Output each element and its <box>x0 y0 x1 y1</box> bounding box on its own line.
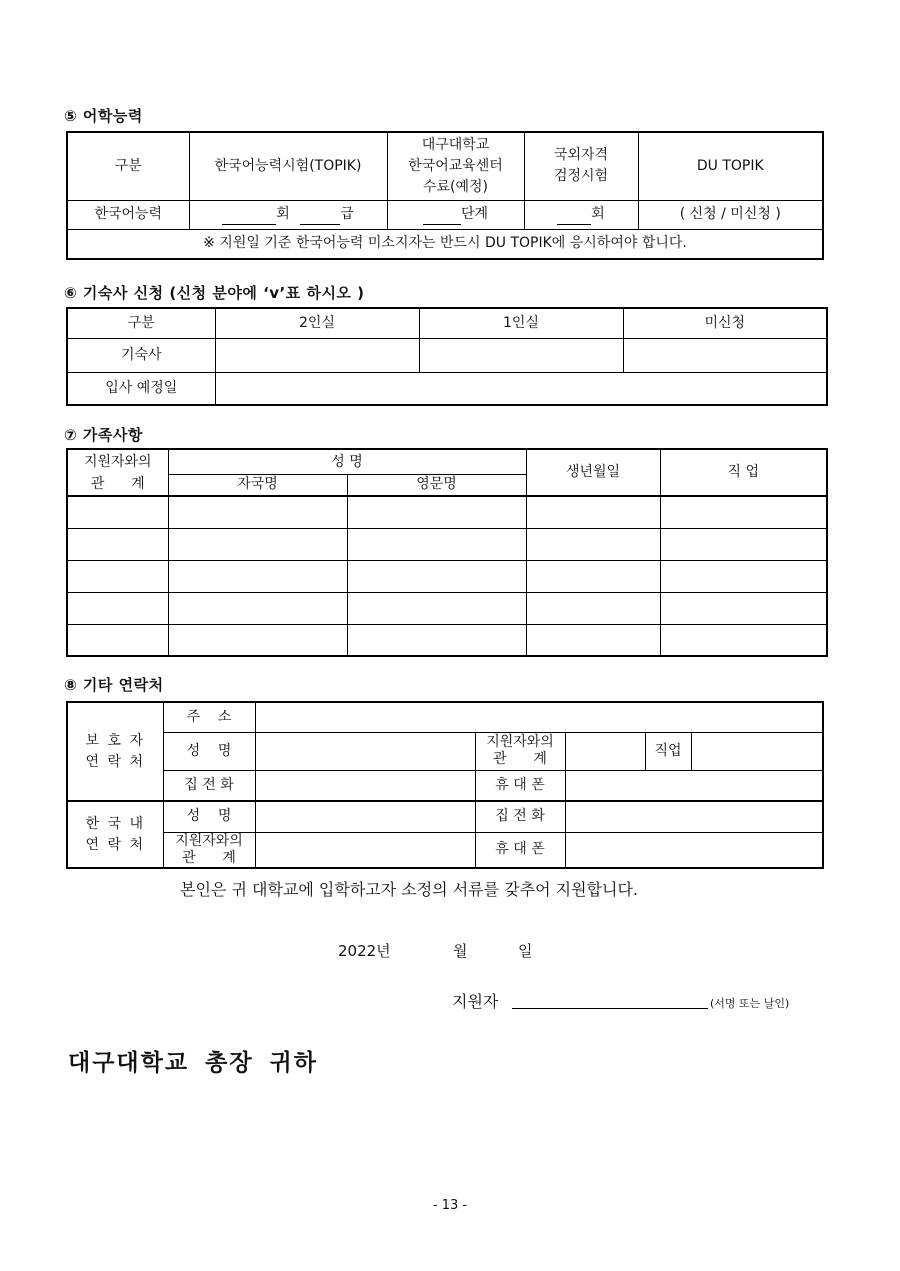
topik-round-unit: 회 <box>276 206 290 222</box>
dorm-header-category: 구분 <box>67 308 215 338</box>
family-cell[interactable] <box>67 496 168 528</box>
korea-relation-field[interactable] <box>255 832 475 868</box>
family-cell[interactable] <box>526 528 660 560</box>
guardian-address-field[interactable] <box>255 702 823 732</box>
header-foreign-exam <box>524 132 638 200</box>
dorm-single-check[interactable] <box>419 338 623 372</box>
guardian-job-label: 직업 <box>645 732 691 770</box>
family-relation-header-2: 관 계 <box>67 474 168 496</box>
guardian-contact-label-line2: 연 락 처 <box>85 753 145 770</box>
guardian-contact-label-line1: 보 호 자 <box>85 732 145 749</box>
section-5-title: ⑤ 어학능력 <box>64 107 143 125</box>
header-language-center-line2: 한국어교육센터 <box>408 157 503 174</box>
family-cell[interactable] <box>526 496 660 528</box>
korea-relation-label-line1: 지원자와의 <box>175 832 243 849</box>
dorm-none-check[interactable] <box>623 338 827 372</box>
foreign-exam-round-blank[interactable] <box>557 209 591 225</box>
topik-entry[interactable] <box>189 200 387 229</box>
korea-contact-label-line1: 한 국 내 <box>85 815 145 832</box>
family-table <box>66 448 828 657</box>
family-cell[interactable] <box>526 624 660 656</box>
table-row <box>67 528 827 560</box>
section-7-title: ⑦ 가족사항 <box>64 426 143 444</box>
signature-label: 지원자 <box>452 992 499 1011</box>
topik-round-blank[interactable] <box>222 209 276 225</box>
family-cell[interactable] <box>660 624 827 656</box>
page-number: - 13 - <box>432 1198 468 1213</box>
family-cell[interactable] <box>660 592 827 624</box>
family-cell[interactable] <box>347 592 526 624</box>
guardian-home-phone-field[interactable] <box>255 770 475 801</box>
contacts-table <box>66 701 824 869</box>
family-cell[interactable] <box>168 528 347 560</box>
korea-name-field[interactable] <box>255 801 475 832</box>
dorm-header-none: 미신청 <box>623 308 827 338</box>
korea-home-phone-field[interactable] <box>565 801 823 832</box>
section-6-title: ⑥ 기숙사 신청 (신청 분야에 ‘v’표 하시오 ) <box>64 284 365 302</box>
family-cell[interactable] <box>168 560 347 592</box>
table-row <box>67 496 827 528</box>
header-foreign-exam-line1: 국외자격 <box>553 147 609 164</box>
family-cell[interactable] <box>168 496 347 528</box>
row-label-korean-ability: 한국어능력 <box>67 200 189 229</box>
family-name-header: 성 명 <box>168 449 526 474</box>
korea-home-phone-label: 집 전 화 <box>475 801 565 832</box>
dorm-header-single: 1인실 <box>419 308 623 338</box>
language-center-level-unit: 단계 <box>460 206 489 222</box>
guardian-mobile-field[interactable] <box>565 770 823 801</box>
family-cell[interactable] <box>67 624 168 656</box>
family-name-native-header: 자국명 <box>168 474 347 496</box>
korea-relation-label-line2: 관 계 <box>182 849 236 866</box>
table-row <box>67 624 827 656</box>
topik-level-unit: 급 <box>340 206 354 222</box>
header-language-center-line3: 수료(예정) <box>422 178 489 195</box>
dorm-double-check[interactable] <box>215 338 419 372</box>
move-in-date-field[interactable] <box>215 372 827 405</box>
family-cell[interactable] <box>67 528 168 560</box>
family-cell[interactable] <box>168 624 347 656</box>
header-language-center-line1: 대구대학교 <box>421 136 490 153</box>
language-center-level-blank[interactable] <box>423 209 461 225</box>
family-cell[interactable] <box>347 560 526 592</box>
language-ability-table <box>66 131 824 260</box>
korea-contact-label-line2: 연 락 처 <box>85 836 145 853</box>
language-center-entry[interactable] <box>387 200 524 229</box>
guardian-relation-field[interactable] <box>565 732 645 770</box>
family-cell[interactable] <box>67 592 168 624</box>
family-cell[interactable] <box>347 528 526 560</box>
du-topik-choice[interactable]: ( 신청 / 미신청 ) <box>638 200 823 229</box>
family-cell[interactable] <box>67 560 168 592</box>
header-topik: 한국어능력시험(TOPIK) <box>189 132 387 200</box>
family-birth-header: 생년월일 <box>526 449 660 496</box>
guardian-address-label: 주 소 <box>163 702 255 732</box>
guardian-mobile-label: 휴 대 폰 <box>475 770 565 801</box>
family-cell[interactable] <box>660 560 827 592</box>
dorm-row-label: 기숙사 <box>67 338 215 372</box>
dormitory-table <box>66 307 828 406</box>
korea-mobile-label: 휴 대 폰 <box>475 832 565 868</box>
family-job-header: 직 업 <box>660 449 827 496</box>
signature-line[interactable] <box>512 1008 708 1009</box>
date-year: 2022년 <box>338 942 391 960</box>
family-cell[interactable] <box>660 496 827 528</box>
header-foreign-exam-line2: 검정시험 <box>553 168 609 185</box>
guardian-home-phone-label: 집 전 화 <box>163 770 255 801</box>
family-relation-header-1: 지원자와의 <box>67 449 168 474</box>
language-note: ※ 지원일 기준 한국어능력 미소지자는 반드시 DU TOPIK에 응시하여야 합니다. <box>67 229 823 259</box>
header-language-center <box>387 132 524 200</box>
header-category: 구분 <box>67 132 189 200</box>
family-cell[interactable] <box>526 560 660 592</box>
section-8-title: ⑧ 기타 연락처 <box>64 676 164 694</box>
signature-hint: (서명 또는 날인) <box>710 997 790 1010</box>
guardian-name-field[interactable] <box>255 732 475 770</box>
table-row <box>67 560 827 592</box>
date-day: 일 <box>518 942 533 960</box>
foreign-exam-entry[interactable] <box>524 200 638 229</box>
topik-level-blank[interactable] <box>300 209 340 225</box>
dorm-header-double: 2인실 <box>215 308 419 338</box>
korea-name-label: 성 명 <box>163 801 255 832</box>
foreign-exam-round-unit: 회 <box>591 206 605 222</box>
date-month: 월 <box>453 942 468 960</box>
guardian-name-label: 성 명 <box>163 732 255 770</box>
header-du-topik: DU TOPIK <box>638 132 823 200</box>
guardian-job-field[interactable] <box>691 732 823 770</box>
declaration-text: 본인은 귀 대학교에 입학하고자 소정의 서류를 갖추어 지원합니다. <box>180 880 639 899</box>
move-in-date-label: 입사 예정일 <box>67 372 215 405</box>
guardian-relation-label-line2: 관 계 <box>493 751 547 767</box>
addressee: 대구대학교 총장 귀하 <box>68 1050 318 1076</box>
korea-contact-label <box>67 801 163 868</box>
family-cell[interactable] <box>168 592 347 624</box>
family-name-english-header: 영문명 <box>347 474 526 496</box>
family-cell[interactable] <box>526 592 660 624</box>
guardian-relation-label <box>475 732 565 770</box>
guardian-contact-label <box>67 702 163 801</box>
korea-relation-label <box>163 832 255 868</box>
family-cell[interactable] <box>660 528 827 560</box>
korea-mobile-field[interactable] <box>565 832 823 868</box>
table-row <box>67 592 827 624</box>
family-cell[interactable] <box>347 624 526 656</box>
family-cell[interactable] <box>347 496 526 528</box>
guardian-relation-label-line1: 지원자와의 <box>486 734 554 751</box>
